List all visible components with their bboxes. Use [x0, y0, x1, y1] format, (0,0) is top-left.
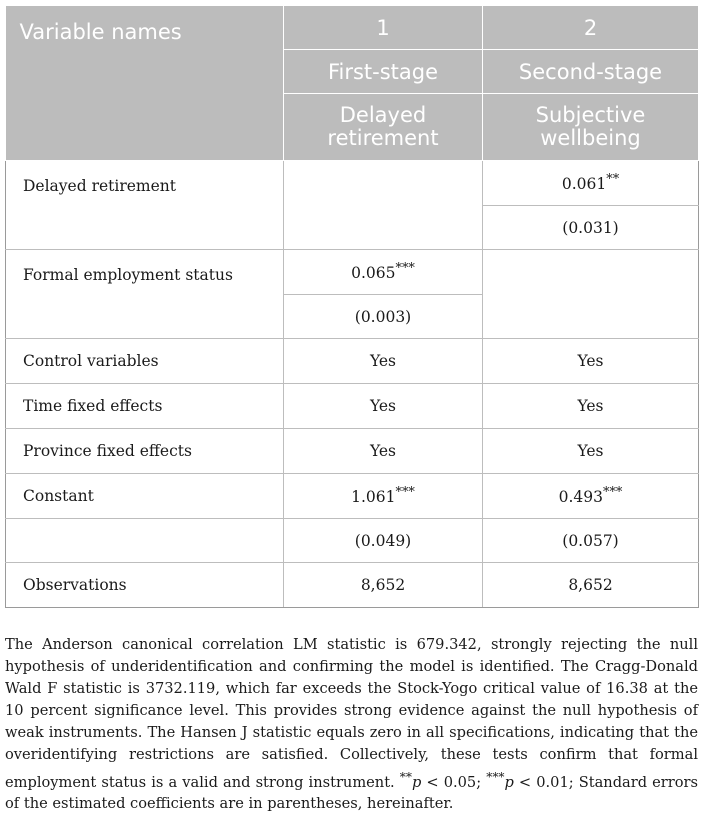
significance-stars: *** [486, 769, 505, 784]
header-col2-dependent [483, 94, 699, 161]
footnote-threshold-1: < 0.05; [421, 773, 487, 791]
significance-stars: *** [603, 485, 623, 501]
table-row [6, 250, 699, 295]
header-col1-dep-line1: Delayed [339, 103, 427, 127]
significance-stars: *** [395, 261, 415, 277]
table-row [6, 429, 699, 474]
cell-delayed-retirement-col2 [483, 161, 699, 206]
row-label-constant: Constant [6, 474, 284, 519]
coef-value: 1.061 [351, 488, 396, 507]
cell-delayed-retirement-col1 [284, 161, 483, 250]
cell-formal-employment-col1 [284, 250, 483, 295]
row-label-control: Control variables [6, 339, 284, 384]
cell-control-col1: Yes [284, 339, 483, 384]
significance-stars: ** [399, 769, 412, 784]
cell-observations-col2: 8,652 [483, 563, 699, 608]
row-label-observations: Observations [6, 563, 284, 608]
cell-delayed-retirement-col2-se: (0.031) [483, 206, 699, 250]
significance-stars: *** [395, 485, 415, 501]
cell-control-col2: Yes [483, 339, 699, 384]
header-col1-stage: First-stage [284, 50, 483, 94]
cell-formal-employment-col1-se: (0.003) [284, 295, 483, 339]
row-label-formal-employment: Formal employment status [6, 250, 284, 339]
coef-value: 0.061 [561, 175, 607, 194]
table-row [6, 161, 699, 206]
coef-value: 0.493 [558, 488, 603, 507]
row-label-delayed-retirement: Delayed retirement [6, 161, 284, 250]
table-row [6, 563, 699, 608]
footnote-text: The Anderson canonical correlation LM statistic is 679.342, strongly rejecting the null hypothesis of underidentification and confirming the model is identified. The Cragg-Donald Wald F statistic is 3732.119, which far exceeds the Stock-Yogo critical value of 16.38 at the 10 percent significance level. This provides strong evidence against the null hypothesis of weak instruments. The Hansen J statistic equals zero in all specifications, indicating that the overidentifying restrictions are satisfied. Collectively, these tests confirm that formal employment status is a valid and strong instrument. [5, 635, 698, 791]
header-col1-number: 1 [284, 6, 483, 50]
footnote-threshold-2: < 0.01; Standard errors of the estimated coefficients are in parentheses, hereinafter. [5, 773, 699, 813]
header-variable-names: Variable names [6, 6, 284, 161]
cell-province-fe-col1: Yes [284, 429, 483, 474]
cell-observations-col1: 8,652 [284, 563, 483, 608]
table-row [6, 474, 699, 519]
header-col1-dependent [284, 94, 483, 161]
cell-time-fe-col1: Yes [284, 384, 483, 429]
header-col2-dep-line2: wellbeing [540, 126, 641, 150]
cell-constant-col2-se: (0.057) [483, 519, 699, 563]
cell-constant-col1 [284, 474, 483, 519]
header-col1-dep-line2: retirement [327, 126, 439, 150]
p-symbol: p [411, 773, 422, 791]
cell-constant-col2 [483, 474, 699, 519]
significance-stars: ** [606, 172, 620, 188]
cell-time-fe-col2: Yes [483, 384, 699, 429]
regression-table [5, 5, 699, 608]
header-col2-stage: Second-stage [483, 50, 699, 94]
row-label-time-fe: Time fixed effects [6, 384, 284, 429]
cell-province-fe-col2: Yes [483, 429, 699, 474]
table-footnote [5, 634, 698, 816]
p-symbol: p [504, 773, 514, 791]
row-label-constant-se [6, 519, 284, 563]
coef-value: 0.065 [351, 264, 396, 283]
header-col2-number: 2 [483, 6, 699, 50]
table-row [6, 384, 699, 429]
header-col2-dep-line1: Subjective [535, 103, 646, 127]
table-row [6, 339, 699, 384]
cell-constant-col1-se: (0.049) [284, 519, 483, 563]
table-row [6, 519, 699, 563]
row-label-province-fe: Province fixed effects [6, 429, 284, 474]
cell-formal-employment-col2 [483, 250, 699, 339]
